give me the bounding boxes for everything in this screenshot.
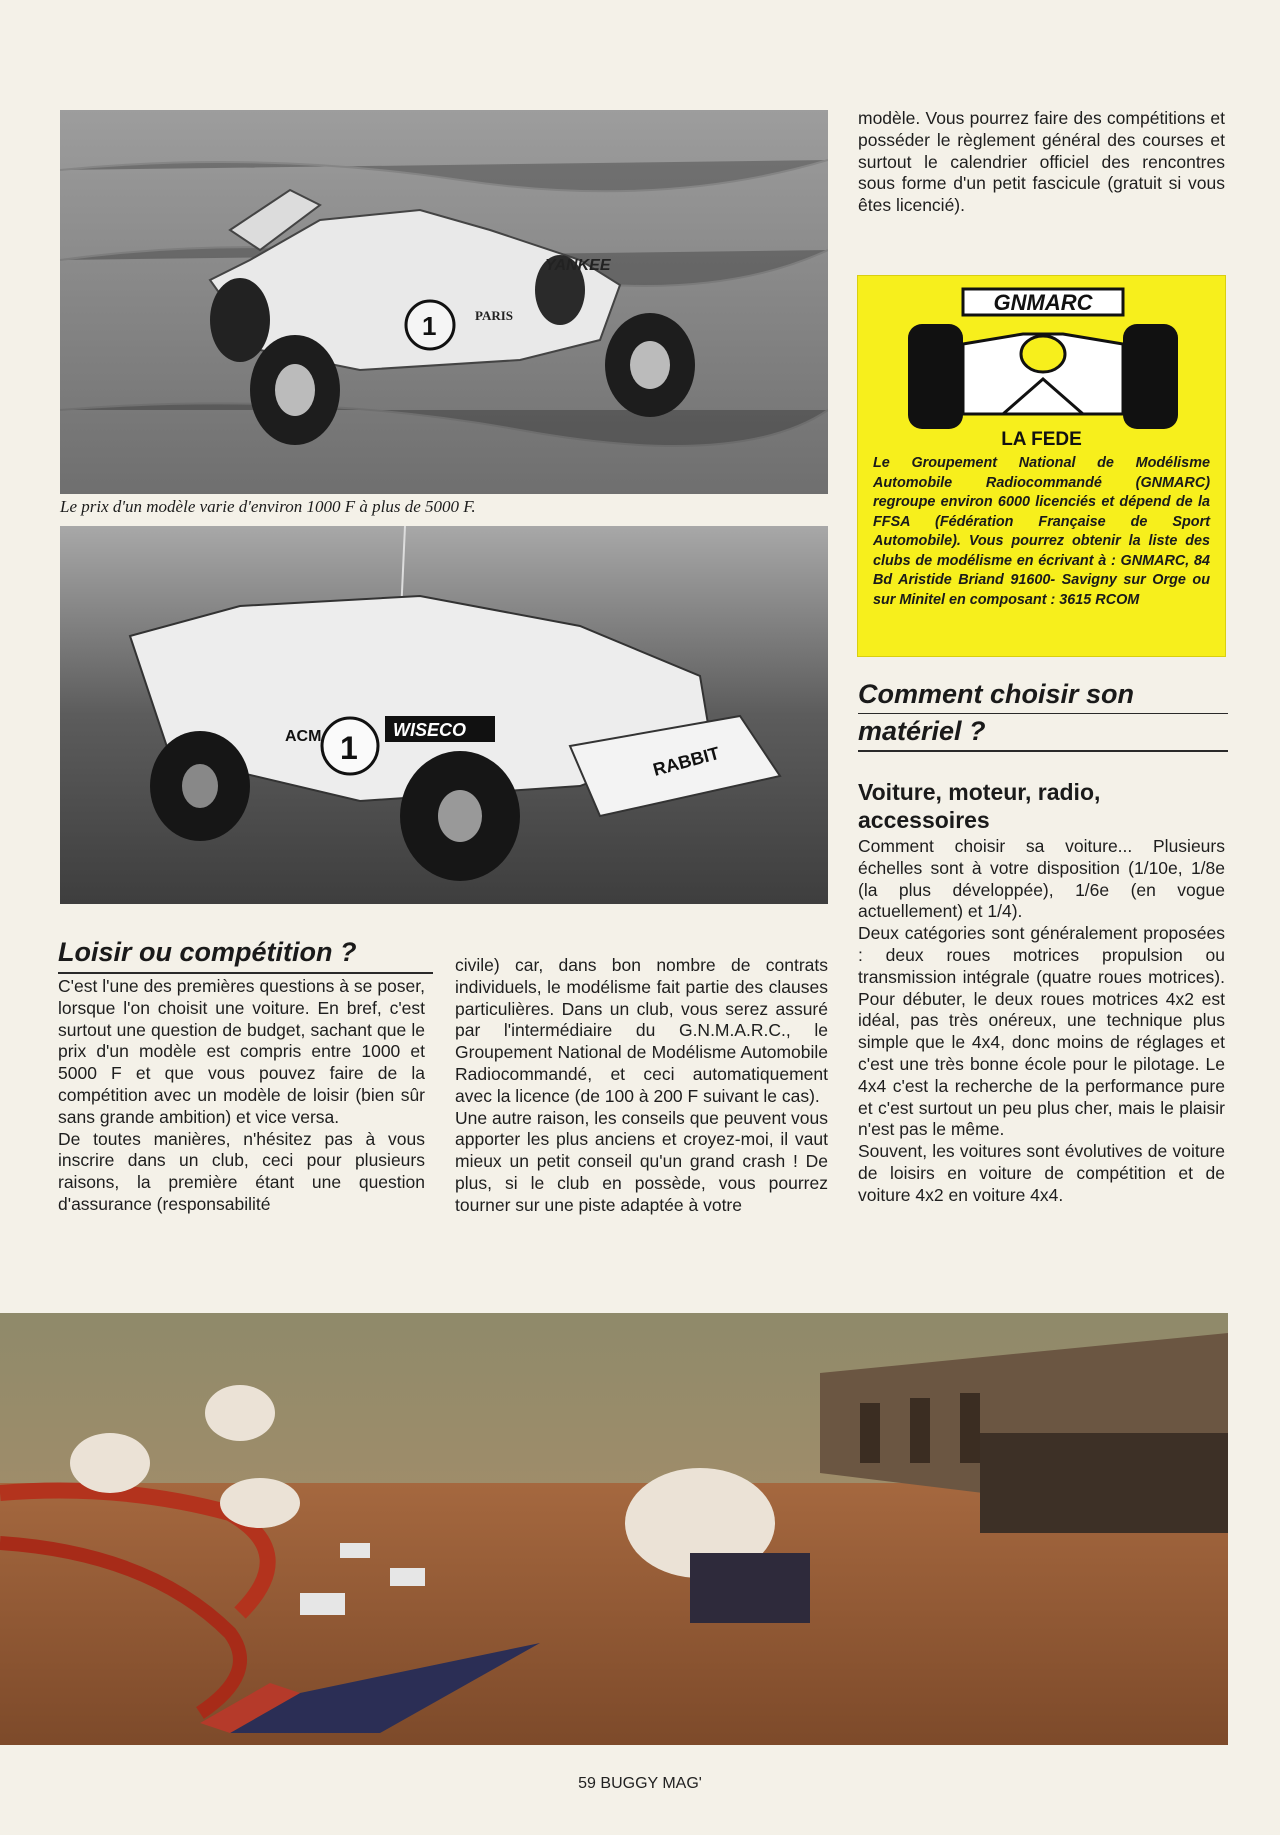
photo1-caption: Le prix d'un modèle varie d'environ 1000 F à plus de 5000 F. — [60, 497, 476, 516]
section-left-col2-paragraph: civile) car, dans bon nombre de contrats individuels, le modélisme fait partie des clauses particulières. Dans un club, vous serez assuré par l'intermédiaire du G.N.M.A.R.C., le Groupement National de Modélisme Automobile Radiocommandé, et ceci automatiquement avec la licence (de 100 à 200 F suivant le cas). — [455, 955, 828, 1106]
photo-race-start — [0, 1313, 1228, 1745]
page-number: 59 — [578, 1775, 596, 1792]
sidebar-top-text — [858, 108, 1225, 217]
magazine-name: BUGGY MAG' — [600, 1775, 702, 1792]
photo2-decal-rabbit: RABBIT — [650, 742, 722, 780]
section-left-col2-paragraph: Une autre raison, les conseils que peuvent vous apporter les plus anciens et croyez-moi, il vaut mieux un petit conseil qu'un grand crash ! De plus, si le club en possède, vous pourrez tourner sur une piste adaptée à votre — [455, 1107, 828, 1215]
photo2-decal-wiseco: WISECO — [393, 720, 467, 740]
fede-title: LA FEDE — [1001, 429, 1082, 450]
section-right-body — [858, 836, 1225, 1207]
photo1-car-number: 1 — [422, 311, 437, 341]
section-left-col1 — [58, 976, 425, 1216]
heading-rule-2 — [858, 750, 1228, 752]
section-right-heading-line2: matériel ? — [858, 716, 986, 746]
photo1-decal-paris: PARIS — [475, 308, 514, 323]
photo-buggy-wiseco — [60, 526, 828, 904]
footer — [0, 1775, 1280, 1793]
section-left-heading: Loisir ou compétition ? — [58, 937, 357, 967]
fede-box — [857, 275, 1226, 657]
section-left-col1-paragraph: C'est l'une des premières questions à se poser, lorsque l'on choisit une voiture. En bref, c'est surtout une question de budget, sachant que le prix d'un modèle est compris entre 1000 et 5000 F et que vous pouvez faire de la compétition avec un modèle de loisir (bien sûr sans grande ambition) et vice versa. — [58, 976, 425, 1127]
section-left-col2 — [455, 955, 828, 1217]
section-right-paragraph: Comment choisir sa voiture... Plusieurs échelles sont à votre disposition (1/10e, 1/8e (la plus développée), 1/6e (en vogue actuellement) et 1/4). — [858, 836, 1225, 922]
photo2-decal-acm: ACM — [285, 728, 322, 745]
sidebar-top-paragraph: modèle. Vous pourrez faire des compétitions et posséder le règlement général des courses et surtout le calendrier officiel des rencontres sous forme d'un petit fascicule (gratuit si vous êtes licencié). — [858, 108, 1225, 216]
photo2-car-number: 1 — [340, 730, 358, 766]
gnmarc-logo — [903, 284, 1183, 434]
photo1-decal-yankee: YANKEE — [545, 257, 611, 274]
gnmarc-logo-text: GNMARC — [993, 290, 1093, 315]
section-right-paragraph: Deux catégories sont généralement proposées : deux roues motrices propulsion ou transmission intégrale (quatre roues motrices). Pour débuter, le deux roues motrices 4x2 est idéal, pas très onéreux, une technique plus simple que le 4x4, donc moins de réglages et c'est une très bonne école pour le pilotage. Le 4x4 c'est la recherche de la performance pure et c'est surtout un peu plus cher, mais le plaisir n'est pas le même. — [858, 923, 1225, 1140]
section-left-col1-paragraph: De toutes manières, n'hésitez pas à vous inscrire dans un club, ceci pour plusieurs raisons, la première étant une question d'assurance (responsabilité — [58, 1128, 425, 1214]
section-right-heading-line1: Comment choisir son — [858, 679, 1135, 709]
section-right-subheading-line1: Voiture, moteur, radio, — [858, 779, 1101, 805]
fede-text: Le Groupement National de Modélisme Automobile Radiocommandé (GNMARC) regroupe environ 6000 licenciés et dépend de la FFSA (Fédération Française de Sport Automobile). Vous pourrez obtenir la liste des clubs de modélisme en écrivant à : GNMARC, 84 Bd Aristide Briand 91600- Savigny sur Orge ou sur Minitel en composant : 3615 RCOM — [873, 455, 1210, 608]
photo-buggy-yankee — [60, 110, 828, 494]
section-right-paragraph: Souvent, les voitures sont évolutives de voiture de loisirs en voiture de compétition et de voiture 4x2 en voiture 4x4. — [858, 1141, 1225, 1205]
heading-rule-left — [58, 972, 433, 974]
section-right-subheading-line2: accessoires — [858, 807, 990, 833]
heading-rule-1 — [858, 713, 1228, 714]
